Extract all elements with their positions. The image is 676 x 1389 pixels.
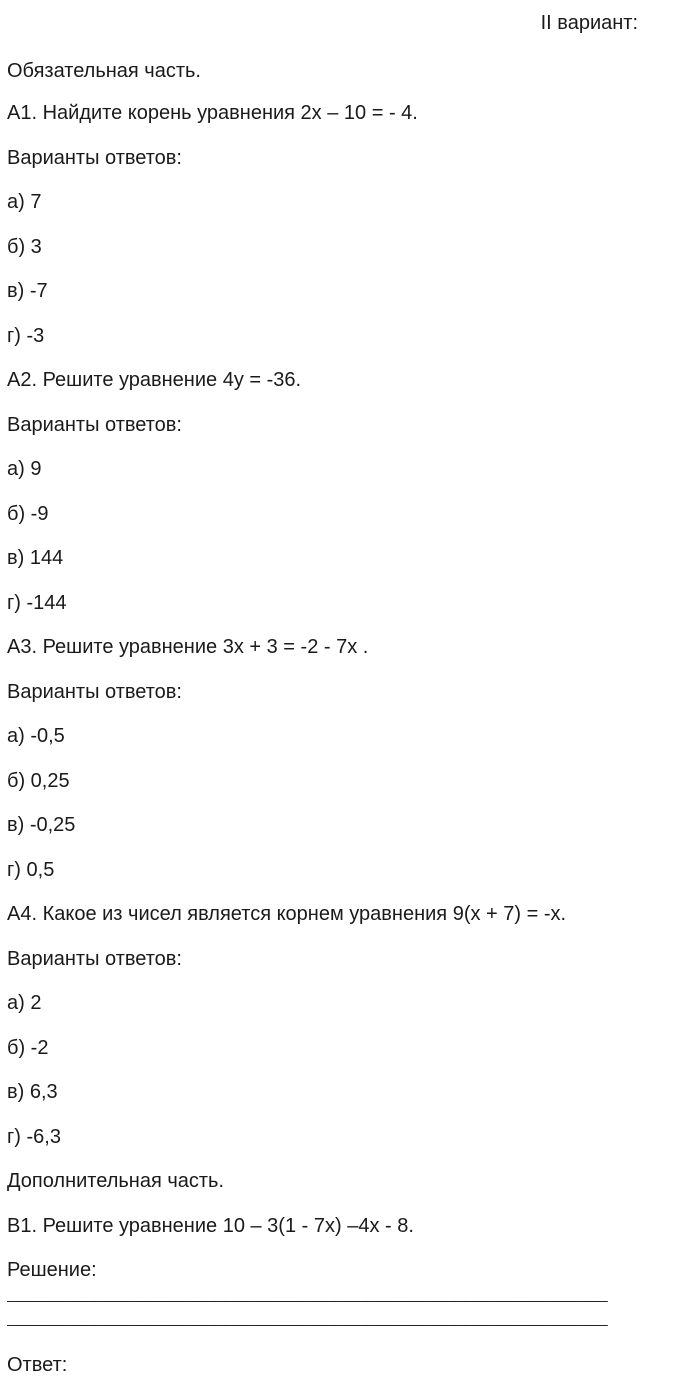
mandatory-section-title: Обязательная часть. xyxy=(7,60,201,82)
answer-option: в) 6,3 xyxy=(7,1081,58,1103)
answer-option: а) 2 xyxy=(7,992,42,1014)
task-b1: В1. Решите уравнение 10 – 3(1 - 7х) –4х - 8. xyxy=(7,1215,414,1237)
answer-option: б) 3 xyxy=(7,236,42,258)
answer-option: г) -6,3 xyxy=(7,1126,61,1148)
question-a3: А3. Решите уравнение 3х + 3 = -2 - 7х . xyxy=(7,636,369,658)
question-a4: А4. Какое из чисел является корнем уравнения 9(х + 7) = -х. xyxy=(7,903,567,925)
answer-option: в) -7 xyxy=(7,280,48,302)
solution-blank-line: _______________________________________________________ xyxy=(7,1310,607,1330)
answer-option: в) 144 xyxy=(7,547,64,569)
answer-option: г) 0,5 xyxy=(7,859,55,881)
answer-option: б) 0,25 xyxy=(7,770,70,792)
answer-option: а) -0,5 xyxy=(7,725,65,747)
additional-section-title: Дополнительная часть. xyxy=(7,1170,225,1192)
answer-option: а) 9 xyxy=(7,458,42,480)
solution-blank-line: _______________________________________________________ xyxy=(7,1286,607,1306)
answers-label: Варианты ответов: xyxy=(7,948,182,970)
answer-option: г) -3 xyxy=(7,325,45,347)
question-a1: А1. Найдите корень уравнения 2х – 10 = - 4. xyxy=(7,102,418,124)
answers-label: Варианты ответов: xyxy=(7,147,182,169)
answer-option: г) -144 xyxy=(7,592,67,614)
answers-label: Варианты ответов: xyxy=(7,681,182,703)
solution-label: Решение: xyxy=(7,1259,97,1281)
answer-option: в) -0,25 xyxy=(7,814,76,836)
answer-label: Ответ: xyxy=(7,1354,68,1376)
variant-title: II вариант: xyxy=(540,12,638,34)
answer-option: а) 7 xyxy=(7,191,42,213)
answer-option: б) -9 xyxy=(7,503,49,525)
question-a2: А2. Решите уравнение 4у = -36. xyxy=(7,369,302,391)
answer-option: б) -2 xyxy=(7,1037,49,1059)
answers-label: Варианты ответов: xyxy=(7,414,182,436)
